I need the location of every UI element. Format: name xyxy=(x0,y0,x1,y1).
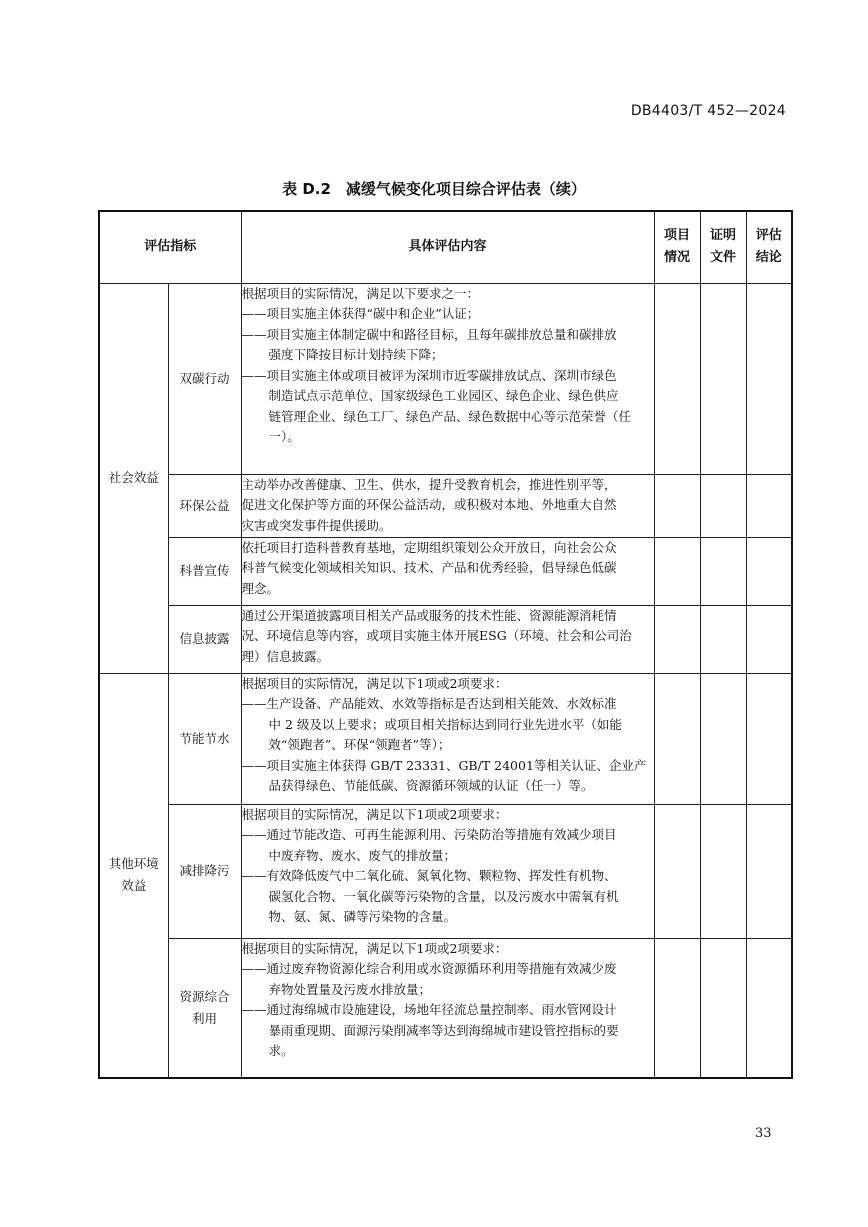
content-line: 科普气候变化领域相关知识、技术、产品和优秀经验，倡导绿色低碳 xyxy=(241,560,617,575)
content-line: 物、氨、氮、磷等污染物的含量。 xyxy=(268,909,457,924)
content-line: ——项目实施主体获得“碳中和企业”认证； xyxy=(241,306,480,321)
table-body xyxy=(99,283,792,1078)
content-line: 效“领跑者”、环保“领跑者”等）； xyxy=(268,737,451,752)
content-line: 碳氢化合物、一氧化碳等污染物的含量，以及污废水中需氧有机 xyxy=(268,888,619,904)
content-cell xyxy=(241,537,654,605)
project-status-cell[interactable] xyxy=(654,474,700,537)
content-line: ——通过海绵城市设施建设，场地年径流总量控制率、雨水管网设计 xyxy=(241,1002,617,1017)
proof-docs-cell[interactable] xyxy=(700,804,746,938)
content-cell xyxy=(241,283,654,474)
content-line: 暴雨重现期、面源污染削减率等达到海绵城市建设管控指标的要 xyxy=(268,1022,619,1038)
content-line: ——有效降低废气中二氧化硫、氮氧化物、颗粒物、挥发性有机物、 xyxy=(241,868,617,883)
table-row xyxy=(99,283,792,474)
table-row xyxy=(99,537,792,605)
conclusion-cell[interactable] xyxy=(746,283,792,474)
subcategory-cell xyxy=(168,283,241,474)
content-line: 根据项目的实际情况，满足以下1项或2项要求： xyxy=(241,940,508,956)
content-line: 主动举办改善健康、卫生、供水，提升受教育机会，推进性别平等， xyxy=(241,476,617,492)
subcategory-cell xyxy=(168,474,241,537)
table-row xyxy=(99,938,792,1078)
subcategory-label: 减排降污 xyxy=(179,863,230,878)
content-line: 链管理企业、绿色工厂、绿色产品、绿色数据中心等示范荣誉（任 xyxy=(268,408,632,424)
content-cell xyxy=(241,605,654,673)
subcategory-cell xyxy=(168,804,241,938)
content-line: ——项目实施主体制定碳中和路径目标，且每年碳排放总量和碳排放 xyxy=(241,326,617,342)
conclusion-cell[interactable] xyxy=(746,537,792,605)
conclusion-cell[interactable] xyxy=(746,474,792,537)
table-row xyxy=(99,804,792,938)
project-status-cell[interactable] xyxy=(654,804,700,938)
table-row xyxy=(99,605,792,673)
header-proof-docs xyxy=(700,211,746,283)
conclusion-cell[interactable] xyxy=(746,605,792,673)
subcategory-label: 节能节水 xyxy=(179,730,230,746)
document-id: DB4403/T 452—2024 xyxy=(630,103,786,119)
category-label: 其他环境 xyxy=(108,856,159,872)
proof-docs-cell[interactable] xyxy=(700,605,746,673)
proof-docs-cell[interactable] xyxy=(700,673,746,804)
conclusion-cell[interactable] xyxy=(746,673,792,804)
subcategory-cell xyxy=(168,673,241,804)
proof-docs-cell[interactable] xyxy=(700,537,746,605)
header-content: 具体评估内容 xyxy=(241,211,654,283)
project-status-cell[interactable] xyxy=(654,605,700,673)
content-cell xyxy=(241,673,654,804)
content-line: ——通过节能改造、可再生能源利用、污染防治等措施有效减少项目 xyxy=(241,827,617,842)
header-proof-docs-line: 文件 xyxy=(710,250,737,266)
table-title: 表 D.2 减缓气候变化项目综合评估表（续） xyxy=(282,180,586,198)
subcategory-cell xyxy=(168,938,241,1078)
content-cell xyxy=(241,938,654,1078)
header-conclusion xyxy=(746,211,792,283)
content-line: 制造试点示范单位、国家级绿色工业园区、绿色企业、绿色供应 xyxy=(268,388,619,403)
content-line: 求。 xyxy=(268,1043,294,1058)
header-conclusion-line: 结论 xyxy=(755,250,782,266)
category-label: 社会效益 xyxy=(108,470,159,485)
content-line: 一）。 xyxy=(268,429,300,444)
category-cell xyxy=(99,673,168,1078)
header-conclusion-line: 评估 xyxy=(755,228,782,244)
content-line: 品获得绿色、节能低碳、资源循环领域的认证（任一）等。 xyxy=(268,778,594,793)
content-line: 弃物处置量及污废水排放量； xyxy=(268,981,432,997)
conclusion-cell[interactable] xyxy=(746,938,792,1078)
evaluation-table xyxy=(98,210,793,1079)
proof-docs-cell[interactable] xyxy=(700,283,746,474)
project-status-cell[interactable] xyxy=(654,283,700,474)
content-line: 依托项目打造科普教育基地，定期组织策划公众开放日，向社会公众 xyxy=(241,539,617,555)
project-status-cell[interactable] xyxy=(654,938,700,1078)
subcategory-label: 科普宣传 xyxy=(179,563,230,578)
content-cell xyxy=(241,804,654,938)
content-line: ——通过废弃物资源化综合利用或水资源循环利用等措施有效减少废 xyxy=(241,961,617,976)
content-line: 通过公开渠道披露项目相关产品或服务的技术性能、资源能源消耗情 xyxy=(241,607,617,623)
proof-docs-cell[interactable] xyxy=(700,938,746,1078)
category-cell xyxy=(99,283,168,673)
header-project-status xyxy=(654,211,700,283)
content-line: 灾害或突发事件提供援助。 xyxy=(241,517,392,533)
header-proof-docs-line: 证明 xyxy=(710,228,737,244)
proof-docs-cell[interactable] xyxy=(700,474,746,537)
content-line: 根据项目的实际情况，满足以下要求之一： xyxy=(241,285,480,301)
content-line: ——项目实施主体或项目被评为深圳市近零碳排放试点、深圳市绿色 xyxy=(241,367,617,383)
header-indicator: 评估指标 xyxy=(99,211,241,283)
content-line: 强度下降按目标计划持续下降； xyxy=(268,347,444,362)
content-cell xyxy=(241,474,654,537)
header-project-status-line: 情况 xyxy=(664,250,691,266)
header-project-status-line: 项目 xyxy=(664,228,691,244)
subcategory-cell xyxy=(168,605,241,673)
subcategory-label: 利用 xyxy=(192,1010,218,1026)
content-line: 促进文化保护等方面的环保公益活动，或积极对本地、外地重大自然 xyxy=(241,497,617,512)
content-line: 况、环境信息等内容，或项目实施主体开展ESG（环境、社会和公司治 xyxy=(241,628,632,643)
content-line: 根据项目的实际情况，满足以下1项或2项要求： xyxy=(241,675,508,691)
page-number: 33 xyxy=(755,1126,772,1141)
content-line: 根据项目的实际情况，满足以下1项或2项要求： xyxy=(241,806,508,822)
subcategory-label: 资源综合 xyxy=(179,988,230,1004)
content-line: ——项目实施主体获得 GB/T 23331、GB/T 24001等相关认证、企业产 xyxy=(241,757,647,773)
content-line: 理念。 xyxy=(241,580,280,596)
subcategory-label: 环保公益 xyxy=(179,497,230,513)
content-line: ——生产设备、产品能效、水效等指标是否达到相关能效、水效标准 xyxy=(241,696,617,711)
project-status-cell[interactable] xyxy=(654,537,700,605)
subcategory-label: 双碳行动 xyxy=(179,370,230,386)
category-label: 效益 xyxy=(121,878,147,894)
content-line: 中 2 级及以上要求；或项目相关指标达到同行业先进水平（如能 xyxy=(268,716,622,732)
table-header-row xyxy=(99,211,792,283)
table-row xyxy=(99,673,792,804)
conclusion-cell[interactable] xyxy=(746,804,792,938)
table-row xyxy=(99,474,792,537)
content-line: 理）信息披露。 xyxy=(241,648,330,664)
project-status-cell[interactable] xyxy=(654,673,700,804)
subcategory-cell xyxy=(168,537,241,605)
subcategory-label: 信息披露 xyxy=(179,631,230,646)
content-line: 中废弃物、废水、废气的排放量； xyxy=(268,847,457,863)
